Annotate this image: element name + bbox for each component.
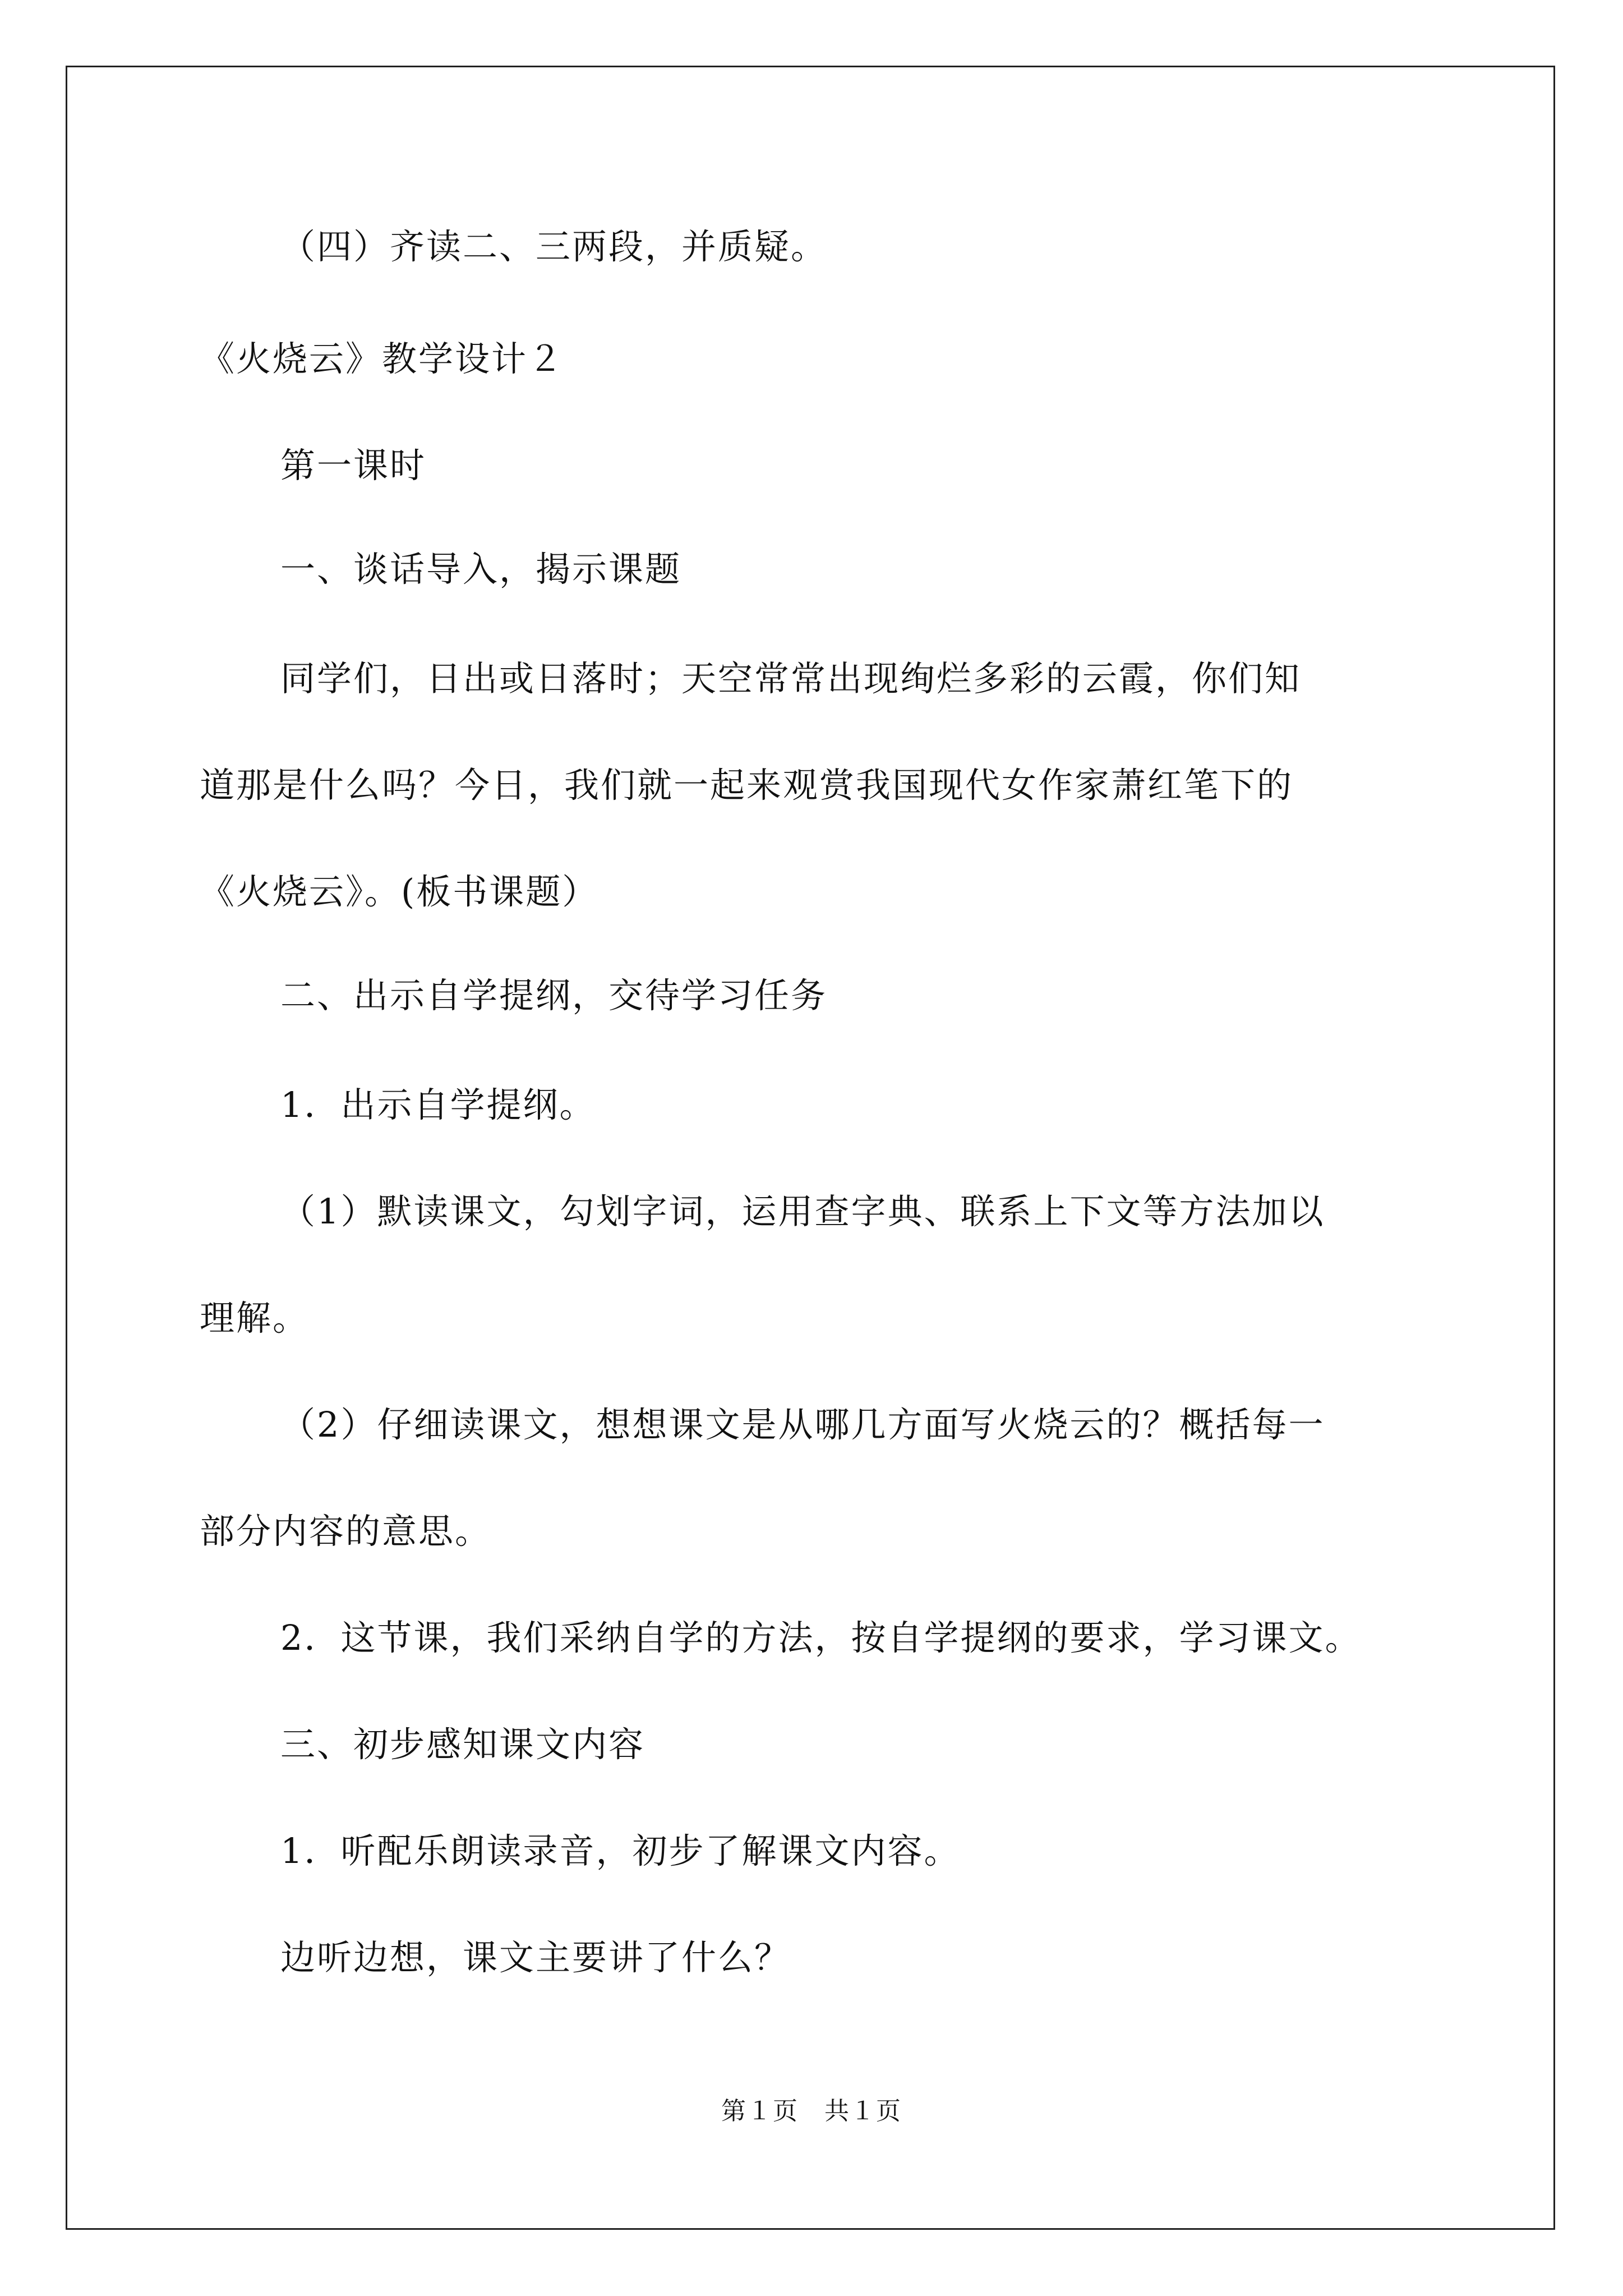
list-item-2: 2．这节课，我们采纳自学的方法，按自学提纲的要求，学习课文。 — [280, 1617, 1362, 1658]
heading-3: 三、初步感知课文内容 — [280, 1724, 645, 1765]
sub-item-2-line-2: 部分内容的意思。 — [200, 1511, 492, 1552]
heading-2: 二、出示自学提纲，交待学习任务 — [280, 975, 828, 1016]
paragraph-2-line-2: 道那是什么吗？今日，我们就一起来观赏我国现代女作家萧红笔下的 — [200, 765, 1294, 806]
list-item-1: 1．出示自学提纲。 — [280, 1084, 596, 1125]
paragraph-1: （四）齐读二、三两段，并质疑。 — [280, 226, 828, 267]
page-footer: 第１页 共１页 — [721, 2097, 902, 2125]
sub-item-1-line-1: （1）默读课文，勾划字词，运用查字典、联系上下文等方法加以 — [280, 1191, 1325, 1232]
heading-1: 一、谈话导入，揭示课题 — [280, 549, 682, 590]
sub-item-2-line-1: （2）仔细读课文，想想课文是从哪几方面写火烧云的？概括每一 — [280, 1404, 1325, 1445]
list-item-3: 1．听配乐朗读录音，初步了解课文内容。 — [280, 1830, 961, 1871]
section-title: 《火烧云》教学设计２ — [200, 338, 565, 379]
sub-item-1-line-2: 理解。 — [200, 1297, 310, 1338]
paragraph-2-line-3: 《火烧云》。(板书课题） — [200, 871, 599, 912]
paragraph-last: 边听边想，课文主要讲了什么？ — [280, 1937, 791, 1978]
page-border — [66, 66, 1555, 2230]
paragraph-2-line-1: 同学们，日出或日落时；天空常常出现绚烂多彩的云霞，你们知 — [280, 658, 1302, 699]
lesson-heading: 第一课时 — [280, 445, 427, 486]
